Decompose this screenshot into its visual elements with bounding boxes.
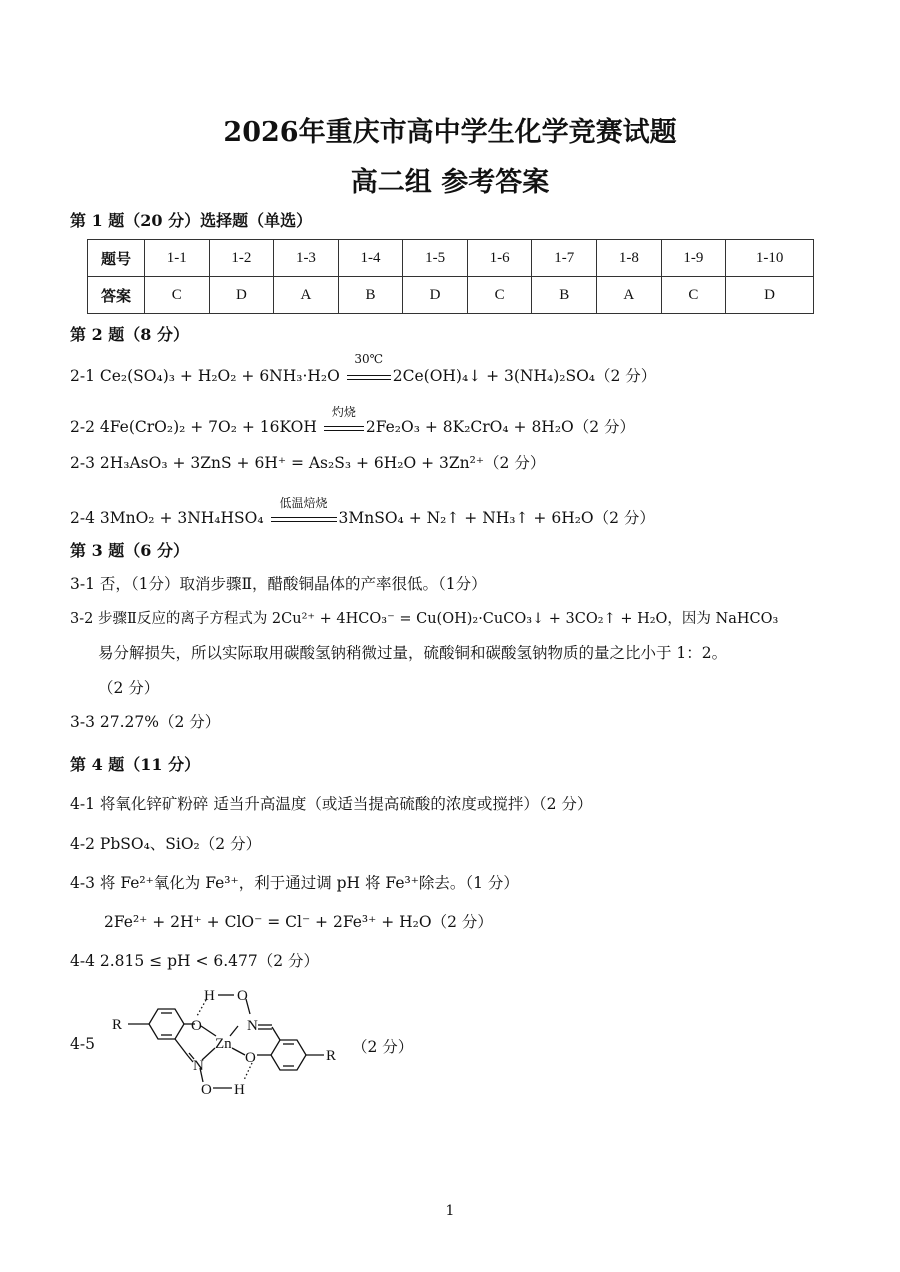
q3-line-2b: 易分解损失，所以实际取用碳酸氢钠稍微过量，硫酸铜和碳酸氢钠物质的量之比小于 1：2。: [98, 644, 728, 662]
reaction-condition: [269, 496, 339, 527]
double-line-sign: [347, 375, 391, 380]
reaction-condition: [322, 405, 366, 436]
table-cell: 1-2: [209, 240, 274, 277]
condition-label: 30℃: [354, 352, 384, 366]
table-cell: C: [661, 277, 726, 314]
document-title: 2026年重庆市高中学生化学竞赛试题: [223, 117, 677, 148]
equation-right: 3MnSO₄ + N₂↑ + NH₃↑ + 6H₂O（2 分）: [338, 509, 655, 527]
table-cell: A: [597, 277, 662, 314]
table-cell: 1-10: [726, 240, 814, 277]
q3-line-3: 3-3 27.27%（2 分）: [70, 713, 221, 731]
table-cell: 1-8: [597, 240, 662, 277]
nitrogen-atom: N: [193, 1058, 204, 1074]
double-line-sign: [271, 517, 337, 522]
q4-line-3a: 4-3 将 Fe²⁺氧化为 Fe³⁺，利于通过调 pH 将 Fe³⁺除去。（1 分）: [70, 874, 519, 892]
q4-line-1: 4-1 将氧化锌矿粉碎 适当升高温度（或适当提高硫酸的浓度或搅拌）（2 分）: [70, 795, 593, 813]
table-row-answers: [88, 277, 814, 314]
reaction-condition: [345, 352, 393, 385]
q4-line-5-score: （2 分）: [352, 1038, 414, 1056]
table-cell: 1-6: [467, 240, 532, 277]
table-cell: 1-5: [403, 240, 468, 277]
table-cell: 1-9: [661, 240, 726, 277]
condition-label: 灼烧: [331, 405, 356, 419]
table-cell: D: [403, 277, 468, 314]
table-cell: 1-1: [145, 240, 210, 277]
oxygen-atom: O: [245, 1050, 256, 1066]
q2-line-1: [70, 352, 657, 386]
r-group-right: R: [326, 1048, 337, 1064]
q3-line-2c: （2 分）: [98, 679, 160, 697]
equation-right: 2Ce(OH)₄↓ + 3(NH₄)₂SO₄（2 分）: [392, 367, 657, 385]
q4-heading: 第 4 题（11 分）: [70, 755, 201, 774]
row-label-answer: 答案: [88, 277, 145, 314]
equation-right: 2Fe₂O₃ + 8K₂CrO₄ + 8H₂O（2 分）: [365, 418, 636, 436]
answer-table: [87, 239, 814, 314]
table-cell: B: [338, 277, 403, 314]
table-cell: D: [726, 277, 814, 314]
q1-heading: 第 1 题（20 分）选择题（单选）: [70, 211, 313, 230]
q4-line-4: 4-4 2.815 ≤ pH < 6.477（2 分）: [70, 952, 320, 970]
q2-line-3: 2-3 2H₃AsO₃ + 3ZnS + 6H⁺ = As₂S₃ + 6H₂O + 3Zn²⁺（2 分）: [70, 454, 546, 472]
q3-line-1: 3-1 否，（1分）取消步骤Ⅱ，醋酸铜晶体的产率很低。（1分）: [70, 575, 487, 593]
table-cell: C: [467, 277, 532, 314]
q2-heading: 第 2 题（8 分）: [70, 325, 189, 344]
table-row-numbers: [88, 240, 814, 277]
q4-line-3b: 2Fe²⁺ + 2H⁺ + ClO⁻ = Cl⁻ + 2Fe³⁺ + H₂O（2 分）: [104, 913, 493, 931]
q4-line-5-label: 4-5: [70, 1035, 95, 1053]
table-cell: 1-3: [274, 240, 339, 277]
oxygen-atom: O: [237, 988, 248, 1004]
equation-left: 2-1 Ce₂(SO₄)₃ + H₂O₂ + 6NH₃·H₂O: [70, 367, 345, 385]
hydrogen-atom: H: [204, 988, 215, 1004]
table-cell: A: [274, 277, 339, 314]
page-number: 1: [445, 1203, 455, 1219]
condition-label: 低温焙烧: [279, 496, 328, 510]
r-group-left: R: [112, 1017, 123, 1033]
double-line-sign: [324, 426, 364, 431]
nitrogen-atom: N: [247, 1018, 258, 1034]
row-label-number: 题号: [88, 240, 145, 277]
equation-left: 2-4 3MnO₂ + 3NH₄HSO₄: [70, 509, 269, 527]
hydrogen-atom: H: [234, 1082, 245, 1098]
table-cell: 1-7: [532, 240, 597, 277]
oxygen-atom: O: [201, 1082, 212, 1098]
q2-line-4: [70, 496, 655, 528]
oxygen-atom: O: [191, 1018, 202, 1034]
zinc-complex-structure: [100, 982, 350, 1104]
q3-line-2a: 3-2 步骤Ⅱ反应的离子方程式为 2Cu²⁺ + 4HCO₃⁻ = Cu(OH)₂·CuCO₃↓ + 3CO₂↑ + H₂O，因为 NaHCO₃: [70, 611, 779, 627]
document-subtitle: 高二组 参考答案: [350, 167, 550, 198]
table-cell: B: [532, 277, 597, 314]
table-cell: D: [209, 277, 274, 314]
q4-line-2: 4-2 PbSO₄、SiO₂（2 分）: [70, 835, 262, 853]
zinc-atom: Zn: [215, 1036, 232, 1052]
q2-line-2: [70, 405, 636, 437]
equation-left: 2-2 4Fe(CrO₂)₂ + 7O₂ + 16KOH: [70, 418, 322, 436]
table-cell: C: [145, 277, 210, 314]
table-cell: 1-4: [338, 240, 403, 277]
q3-heading: 第 3 题（6 分）: [70, 541, 189, 560]
